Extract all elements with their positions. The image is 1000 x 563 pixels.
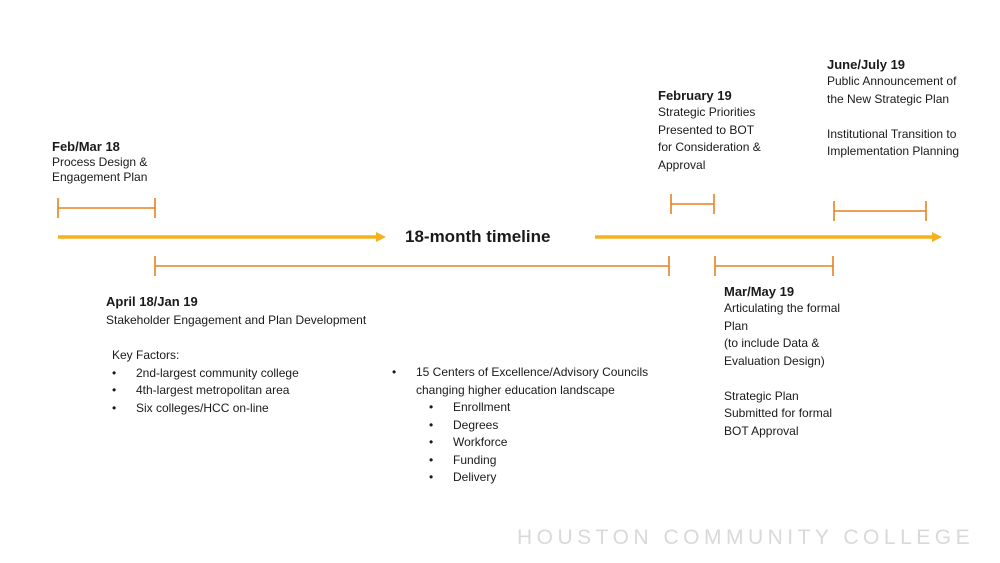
key-factors-list xyxy=(112,365,299,418)
list-item xyxy=(392,364,648,399)
centers-line: changing higher education landscape xyxy=(416,382,615,397)
bracket-february-19 xyxy=(671,194,714,214)
milestone-line: Presented to BOT xyxy=(658,122,755,137)
centers-list xyxy=(392,364,648,399)
milestone-line: Strategic Plan xyxy=(724,388,799,403)
milestone-line: for Consideration & xyxy=(658,140,761,154)
milestone-line: Articulating the formal xyxy=(724,301,841,315)
list-item: • 4th-largest metropolitan area xyxy=(112,382,299,400)
bracket-june-july-19 xyxy=(834,201,926,221)
milestone-date: April 18/Jan 19 xyxy=(106,294,198,309)
milestone-line: Public Announcement of xyxy=(827,74,957,88)
milestone-line: Engagement Plan xyxy=(52,170,148,184)
milestone-line: (to include Data & xyxy=(724,336,820,350)
list-item: • 2nd-largest community college xyxy=(112,365,299,383)
timeline-arrow-right xyxy=(595,232,942,242)
milestone-feb-mar-18 xyxy=(52,139,147,185)
list-item: • Workforce xyxy=(429,434,648,452)
footer-brand: HOUSTON COMMUNITY COLLEGE xyxy=(517,526,975,549)
list-item: • Funding xyxy=(429,452,648,470)
milestone-line: Approval xyxy=(658,157,706,172)
milestone-april-jan xyxy=(106,294,366,330)
milestone-line: Submitted for formal xyxy=(724,406,833,420)
milestone-line: Strategic Priorities xyxy=(658,105,756,119)
milestone-date: Feb/Mar 18 xyxy=(52,139,120,154)
milestone-line: Plan xyxy=(724,318,749,333)
milestone-date: Mar/May 19 xyxy=(724,284,795,299)
spacer xyxy=(827,108,959,126)
bracket-mar-may-19 xyxy=(715,256,833,276)
milestone-line: Institutional Transition to xyxy=(827,126,957,141)
centers-line: • 15 Centers of Excellence/Advisory Councils xyxy=(416,365,649,379)
key-factors-heading: Key Factors: xyxy=(112,348,180,362)
list-item: • Degrees xyxy=(429,417,648,435)
centers-block xyxy=(392,364,648,487)
list-item: • Six colleges/HCC on-line xyxy=(112,400,299,418)
milestone-line: the New Strategic Plan xyxy=(827,91,950,106)
milestone-line: Evaluation Design) xyxy=(724,353,825,368)
milestone-date: June/July 19 xyxy=(827,57,906,72)
centers-sublist xyxy=(429,399,648,487)
list-item: • Enrollment xyxy=(429,399,648,417)
milestone-line: BOT Approval xyxy=(724,423,799,438)
milestone-mar-may-19 xyxy=(724,284,840,440)
milestone-june-july-19 xyxy=(827,57,959,161)
milestone-line: Implementation Planning xyxy=(827,144,960,158)
milestone-line: Stakeholder Engagement and Plan Development xyxy=(106,313,367,327)
milestone-date: February 19 xyxy=(658,88,732,103)
milestone-february-19 xyxy=(658,88,761,174)
bracket-feb-mar-18 xyxy=(58,198,155,218)
timeline-arrow-left xyxy=(58,232,386,242)
milestone-line: Process Design & xyxy=(52,155,148,169)
spacer xyxy=(724,370,840,388)
key-factors xyxy=(112,347,299,417)
list-item: • Delivery xyxy=(429,469,648,487)
timeline-title: 18-month timeline xyxy=(405,227,551,246)
bracket-april-jan xyxy=(155,256,669,276)
